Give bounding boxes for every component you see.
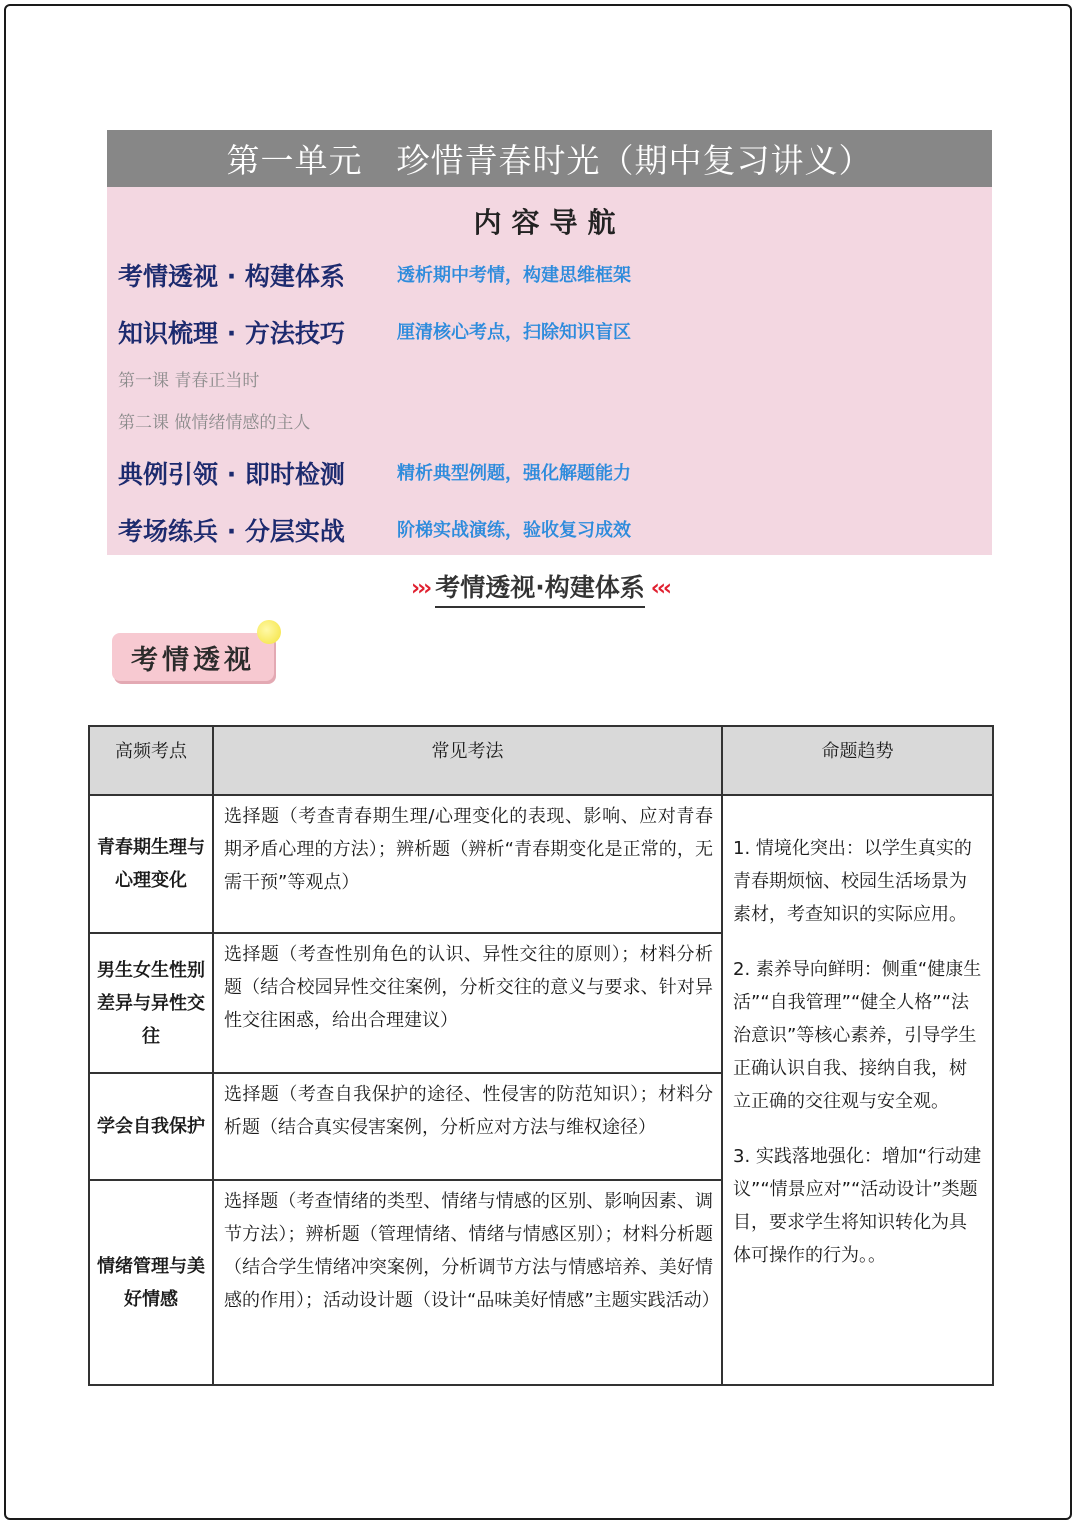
table-header-row [89, 726, 993, 795]
nav-item-description: 透析期中考情，构建思维框架 [397, 265, 631, 286]
header-topic: 高频考点 [89, 726, 213, 795]
header-trend: 命题趋势 [722, 726, 993, 795]
nav-item-label: 考情透视 · 构建体系 [118, 262, 345, 291]
nav-item-label: 知识梳理 · 方法技巧 [118, 319, 345, 348]
trend-item: 2. 素养导向鲜明：侧重“健康生活”“自我管理”“健全人格”“法治意识”等核心素养，引导学生正确认识自我、接纳自我，树立正确的交往观与安全观。 [733, 959, 982, 1112]
topic-cell: 青春期生理与心理变化 [89, 795, 213, 933]
section-heading [0, 568, 1080, 608]
page-title: 第一单元 珍惜青春时光（期中复习讲义） [107, 130, 992, 187]
trend-item: 1. 情境化突出：以学生真实的青春期烦恼、校园生活场景为素材，考查知识的实际应用。 [733, 838, 972, 925]
chevrons-left-icon: ‹‹‹ [650, 575, 669, 601]
trend-cell [722, 795, 993, 1385]
method-cell: 选择题（考查青春期生理/心理变化的表现、影响、应对青春期矛盾心理的方法）；辨析题（辨析“青春期变化是正常的，无需干预”等观点） [213, 795, 722, 933]
yellow-dot-icon [257, 620, 281, 644]
topic-cell: 情绪管理与美好情感 [89, 1180, 213, 1385]
table-row [89, 795, 993, 933]
section-badge [112, 620, 287, 686]
nav-item-label: 考场练兵 · 分层实战 [118, 517, 345, 546]
badge-label: 考情透视 [112, 633, 274, 681]
nav-lesson-1[interactable]: 第一课 青春正当时 [118, 371, 260, 391]
nav-item-description: 精析典型例题，强化解题能力 [397, 463, 631, 484]
topic-cell: 学会自我保护 [89, 1073, 213, 1180]
nav-item-description: 阶梯实战演练，验收复习成效 [397, 520, 631, 541]
nav-lesson-2[interactable]: 第二课 做情绪情感的主人 [118, 413, 311, 433]
nav-heading: 内容导航 [473, 206, 626, 239]
nav-item-description: 厘清核心考点，扫除知识盲区 [397, 322, 631, 343]
method-cell: 选择题（考查自我保护的途径、性侵害的防范知识）；材料分析题（结合真实侵害案例，分析应对方法与维权途径） [213, 1073, 722, 1180]
chevrons-right-icon: ››› [411, 575, 430, 601]
trend-item: 3. 实践落地强化：增加“行动建议”“情景应对”“活动设计”类题目，要求学生将知识转化为具体可操作的行为。。 [733, 1146, 982, 1266]
content-navigation-panel [107, 187, 992, 555]
method-cell: 选择题（考查情绪的类型、情绪与情感的区别、影响因素、调节方法）；辨析题（管理情绪、情绪与情感区别）；材料分析题（结合学生情绪冲突案例，分析调节方法与情感培养、美好情感的作用）；活动设计题（设计“品味美好情感”主题实践活动） [213, 1180, 722, 1385]
topic-cell: 男生女生性别差异与异性交往 [89, 933, 213, 1073]
method-cell: 选择题（考查性别角色的认识、异性交往的原则）；材料分析题（结合校园异性交往案例，分析交往的意义与要求、针对异性交往困惑，给出合理建议） [213, 933, 722, 1073]
nav-item-label: 典例引领 · 即时检测 [118, 460, 345, 489]
header-method: 常见考法 [213, 726, 722, 795]
section-title: 考情透视·构建体系 [435, 568, 645, 608]
exam-analysis-table [88, 725, 994, 1386]
